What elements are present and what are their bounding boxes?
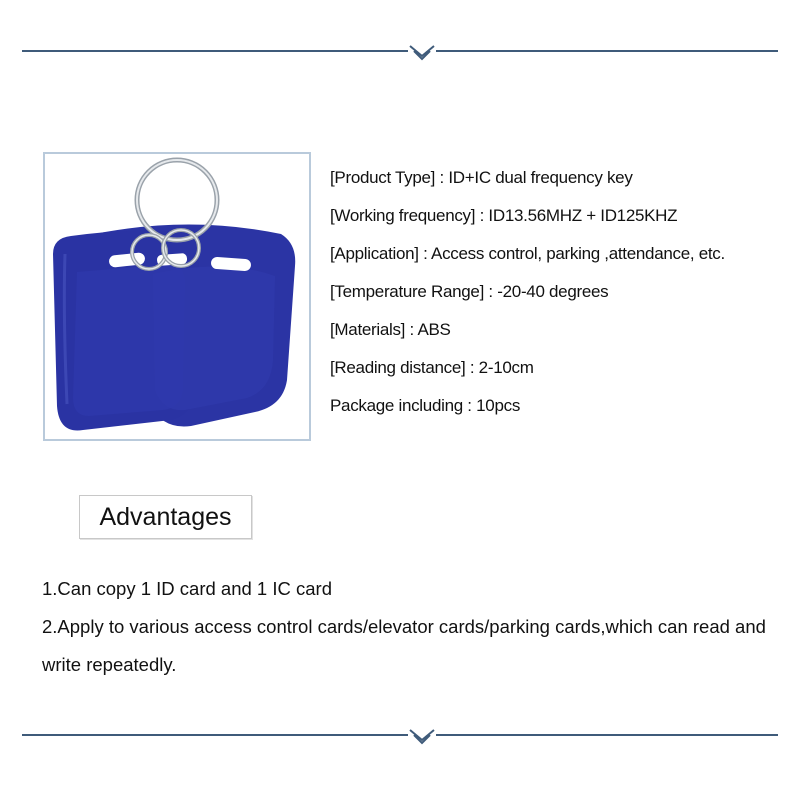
product-image-frame xyxy=(43,152,311,441)
top-divider xyxy=(22,36,778,66)
spec-temperature-range: [Temperature Range] : -20-40 degrees xyxy=(330,282,609,301)
rfid-keyfob-image xyxy=(45,154,309,439)
bottom-divider xyxy=(22,720,778,750)
divider-line xyxy=(22,734,778,736)
advantage-item: 1.Can copy 1 ID card and 1 IC card xyxy=(42,578,332,599)
spec-reading-distance: [Reading distance] : 2-10cm xyxy=(330,358,534,377)
spec-materials: [Materials] : ABS xyxy=(330,320,451,339)
spec-working-frequency: [Working frequency] : ID13.56MHZ + ID125KHZ xyxy=(330,206,678,225)
divider-line xyxy=(22,50,778,52)
spec-package-including: Package including : 10pcs xyxy=(330,396,521,415)
double-chevron-down-icon xyxy=(408,42,436,64)
spec-product-type: [Product Type] : ID+IC dual frequency key xyxy=(330,168,633,187)
advantages-heading: Advantages xyxy=(79,495,252,539)
product-specs xyxy=(330,168,790,434)
double-chevron-down-icon xyxy=(408,726,436,748)
advantage-item: 2.Apply to various access control cards/elevator cards/parking cards,which can read and write repeatedly. xyxy=(42,616,766,675)
advantages-list xyxy=(42,570,782,684)
spec-application: [Application] : Access control, parking ,attendance, etc. xyxy=(330,244,725,263)
